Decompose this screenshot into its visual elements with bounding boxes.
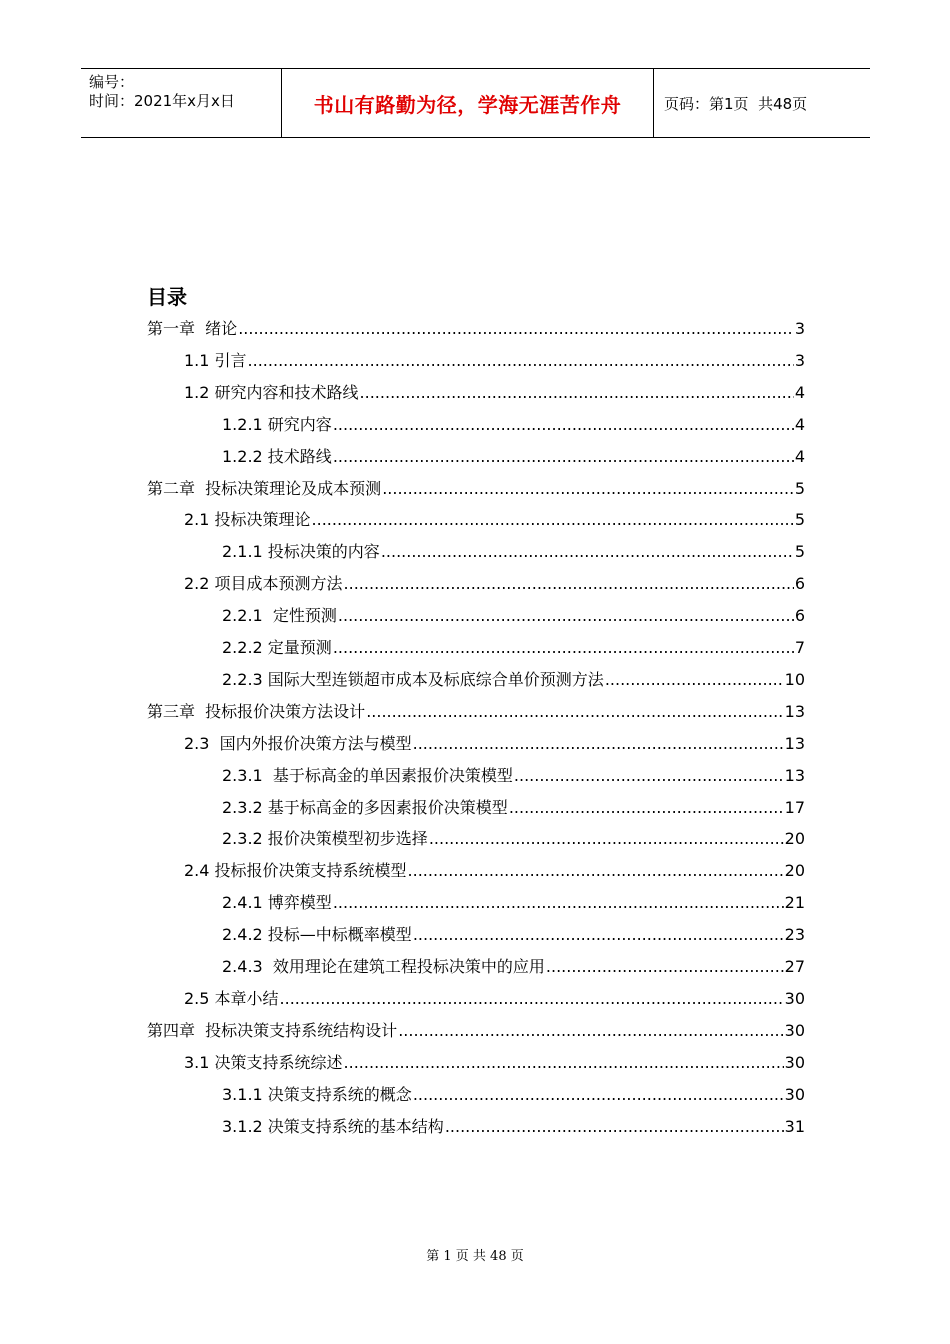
toc-entry-title: 第一章 绪论 bbox=[147, 319, 238, 338]
toc-entry-page: 31 bbox=[784, 1116, 805, 1136]
toc-dot-leader bbox=[413, 728, 784, 760]
toc-entry[interactable] bbox=[222, 919, 805, 951]
toc-dot-leader bbox=[312, 504, 794, 536]
toc-entry[interactable] bbox=[184, 855, 805, 887]
toc-dot-leader bbox=[248, 345, 794, 377]
toc-entry-page: 21 bbox=[784, 893, 805, 913]
toc-entry-page: 13 bbox=[784, 765, 805, 785]
toc-dot-leader bbox=[382, 473, 794, 505]
toc-entry[interactable] bbox=[184, 568, 805, 600]
toc-dot-leader bbox=[333, 887, 784, 919]
toc-entry[interactable] bbox=[184, 728, 805, 760]
toc-entry[interactable] bbox=[222, 600, 805, 632]
toc-dot-leader bbox=[333, 632, 794, 664]
toc-entry-title: 2.3.2 基于标高金的多因素报价决策模型 bbox=[222, 797, 508, 817]
toc-entry-page: 5 bbox=[794, 510, 805, 530]
toc-dot-leader bbox=[408, 855, 784, 887]
toc-dot-leader bbox=[381, 536, 794, 568]
toc-title: 目录 bbox=[147, 285, 187, 309]
toc-entry-page: 20 bbox=[784, 861, 805, 881]
toc-entry-page: 13 bbox=[784, 733, 805, 753]
toc-entry-title: 2.3 国内外报价决策方法与模型 bbox=[184, 733, 412, 753]
toc-dot-leader bbox=[509, 792, 784, 824]
toc-entry-title: 2.3.1 基于标高金的单因素报价决策模型 bbox=[222, 765, 513, 785]
toc-entry-title: 3.1.1 决策支持系统的概念 bbox=[222, 1084, 412, 1104]
toc-entry-page: 4 bbox=[794, 446, 805, 466]
toc-entry[interactable] bbox=[222, 536, 805, 568]
toc-dot-leader bbox=[344, 1047, 784, 1079]
toc-entry-page: 5 bbox=[794, 478, 805, 498]
toc-entry[interactable] bbox=[222, 441, 805, 473]
toc-dot-leader bbox=[333, 441, 794, 473]
toc-dot-leader bbox=[366, 696, 783, 728]
toc-entry[interactable] bbox=[222, 951, 805, 983]
toc-entry-page: 4 bbox=[794, 414, 805, 434]
page-header bbox=[81, 68, 870, 138]
toc-entry[interactable] bbox=[147, 1015, 805, 1047]
toc-dot-leader bbox=[238, 313, 794, 345]
toc-entry-title: 2.2.1 定性预测 bbox=[222, 606, 337, 626]
header-meta bbox=[81, 69, 282, 137]
toc-entry[interactable] bbox=[184, 983, 805, 1015]
toc-entry-page: 17 bbox=[784, 797, 805, 817]
toc-entry-title: 2.2.3 国际大型连锁超市成本及标底综合单价预测方法 bbox=[222, 669, 604, 689]
toc-entry-title: 2.4.3 效用理论在建筑工程投标决策中的应用 bbox=[222, 957, 545, 976]
toc-entry[interactable] bbox=[222, 632, 805, 664]
toc-dot-leader bbox=[413, 1079, 784, 1111]
toc-entry-page: 6 bbox=[794, 574, 805, 594]
toc-entry[interactable] bbox=[222, 823, 805, 855]
toc-entry[interactable] bbox=[222, 760, 805, 792]
toc-entry-page: 5 bbox=[794, 542, 805, 562]
toc-entry-page: 6 bbox=[794, 606, 805, 626]
header-motto: 书山有路勤为径，学海无涯苦作舟 bbox=[282, 69, 654, 137]
toc-entry-title: 2.3.2 报价决策模型初步选择 bbox=[222, 829, 428, 849]
toc-entry-page: 30 bbox=[784, 988, 805, 1008]
toc-entry-title: 第四章 投标决策支持系统结构设计 bbox=[147, 1020, 398, 1040]
toc-entry-title: 2.2 项目成本预测方法 bbox=[184, 574, 343, 594]
toc-dot-leader bbox=[413, 919, 784, 951]
toc-entry[interactable] bbox=[147, 313, 805, 345]
toc-entry-page: 13 bbox=[784, 701, 805, 721]
toc-entry-title: 第三章 投标报价决策方法设计 bbox=[147, 701, 366, 721]
toc-entry-title: 2.1 投标决策理论 bbox=[184, 510, 311, 530]
toc-entry-page: 7 bbox=[794, 638, 805, 657]
toc-entry-title: 1.2.1 研究内容 bbox=[222, 414, 332, 434]
toc-entry-page: 23 bbox=[784, 925, 805, 945]
toc-entry-title: 2.2.2 定量预测 bbox=[222, 638, 332, 657]
toc-entry[interactable] bbox=[222, 1111, 805, 1143]
toc-dot-leader bbox=[333, 409, 794, 441]
toc-entry[interactable] bbox=[222, 1079, 805, 1111]
toc-entry[interactable] bbox=[222, 409, 805, 441]
toc-entry-title: 2.4.1 博弈模型 bbox=[222, 893, 332, 913]
header-page-info bbox=[654, 69, 870, 137]
toc-entry[interactable] bbox=[184, 377, 805, 409]
toc-entry-page: 3 bbox=[794, 350, 805, 370]
toc-entry[interactable] bbox=[184, 504, 805, 536]
page-footer: 第 1 页 共 48 页 bbox=[426, 1249, 524, 1264]
toc-dot-leader bbox=[546, 951, 784, 983]
toc-entry-title: 1.2 研究内容和技术路线 bbox=[184, 382, 359, 402]
toc-entry[interactable] bbox=[184, 345, 805, 377]
toc-dot-leader bbox=[338, 600, 794, 632]
toc-entry-page: 30 bbox=[784, 1052, 805, 1072]
toc-entry-title: 3.1 决策支持系统综述 bbox=[184, 1052, 343, 1072]
toc-entry-page: 30 bbox=[784, 1084, 805, 1104]
toc-dot-leader bbox=[360, 377, 794, 409]
toc-entry-page: 4 bbox=[794, 382, 805, 402]
toc-entry[interactable] bbox=[222, 887, 805, 919]
toc-entry[interactable] bbox=[184, 1047, 805, 1079]
toc-dot-leader bbox=[280, 983, 784, 1015]
toc-dot-leader bbox=[429, 823, 784, 855]
toc-entry-title: 2.5 本章小结 bbox=[184, 988, 279, 1008]
toc-entry[interactable] bbox=[222, 664, 805, 696]
header-page-info-text: 页码：第1页 共48页 bbox=[664, 94, 808, 113]
toc-entry-title: 2.4.2 投标—中标概率模型 bbox=[222, 925, 412, 945]
document-number-label: 编号： bbox=[89, 73, 135, 91]
toc-entry[interactable] bbox=[222, 792, 805, 824]
toc-entry-page: 3 bbox=[794, 319, 805, 338]
toc-dot-leader bbox=[605, 664, 784, 696]
toc-entry-page: 27 bbox=[784, 957, 805, 976]
toc-dot-leader bbox=[514, 760, 784, 792]
toc-entry-title: 第二章 投标决策理论及成本预测 bbox=[147, 478, 382, 498]
toc-entry-title: 2.4 投标报价决策支持系统模型 bbox=[184, 861, 407, 881]
toc-dot-leader bbox=[344, 568, 794, 600]
toc-entry-title: 3.1.2 决策支持系统的基本结构 bbox=[222, 1116, 444, 1136]
toc-entry[interactable] bbox=[147, 696, 805, 728]
document-date: 时间：2021年x月x日 bbox=[89, 92, 235, 110]
toc-dot-leader bbox=[398, 1015, 783, 1047]
toc-entry-page: 20 bbox=[784, 829, 805, 849]
toc-entry-page: 30 bbox=[784, 1020, 805, 1040]
toc-entry-page: 10 bbox=[784, 669, 805, 689]
toc-entry-title: 2.1.1 投标决策的内容 bbox=[222, 542, 380, 562]
toc-entry-title: 1.2.2 技术路线 bbox=[222, 446, 332, 466]
toc-dot-leader bbox=[445, 1111, 784, 1143]
toc-entry[interactable] bbox=[147, 473, 805, 505]
toc-entry-title: 1.1 引言 bbox=[184, 350, 247, 370]
